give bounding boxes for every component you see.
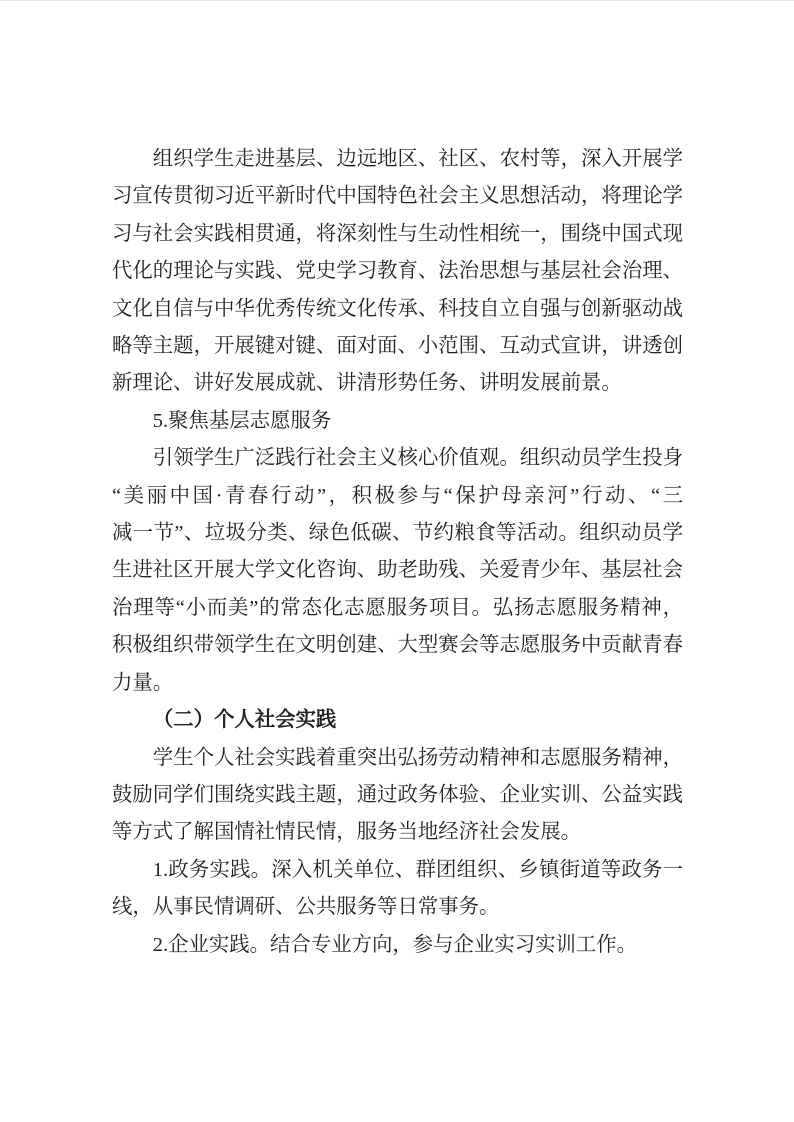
text-line: 代化的理论与实践、党史学习教育、法治思想与基层社会治理、 [112, 260, 683, 283]
text-line: 5.聚焦基层志愿服务 [152, 409, 332, 432]
text-line: 2.企业实践。结合专业方向，参与企业实习实训工作。 [152, 933, 638, 956]
text-line: 习与社会实践相贯通，将深刻性与生动性相统一，围绕中国式现 [112, 222, 683, 245]
text-line: 1.政务实践。深入机关单位、群团组织、乡镇街道等政务一 [152, 858, 683, 881]
text-line: “美丽中国·青春行动”，积极参与“保护母亲河”行动、“三 [112, 484, 683, 507]
text-line: 生进社区开展大学文化咨询、助老助残、关爱青少年、基层社会 [112, 559, 683, 582]
text-line: 组织学生走进基层、边远地区、社区、农村等，深入开展学 [152, 148, 683, 170]
section-heading-line: （二）个人社会实践 [152, 709, 337, 732]
text-line: 引领学生广泛践行社会主义核心价值观。组织动员学生投身 [152, 447, 683, 470]
text-line: 略等主题，开展键对键、面对面、小范围、互动式宣讲，讲透创 [112, 335, 683, 358]
text-line: 新理论、讲好发展成就、讲清形势任务、讲明发展前景。 [112, 372, 622, 395]
text-line: 文化自信与中华优秀传统文化传承、科技自立自强与创新驱动战 [112, 297, 683, 320]
text-line: 学生个人社会实践着重突出弘扬劳动精神和志愿服务精神， [152, 746, 683, 769]
text-line: 等方式了解国情社情民情，服务当地经济社会发展。 [112, 821, 581, 844]
page-top-edge-line [0, 0, 794, 1]
text-line: 积极组织带领学生在文明创建、大型赛会等志愿服务中贡献青春 [112, 634, 683, 657]
text-line: 力量。 [112, 671, 174, 694]
text-line: 治理等“小而美”的常态化志愿服务项目。弘扬志愿服务精神， [112, 596, 683, 619]
text-line: 鼓励同学们围绕实践主题，通过政务体验、企业实训、公益实践 [112, 783, 683, 806]
text-line: 减一节”、垃圾分类、绿色低碳、节约粮食等活动。组织动员学 [112, 522, 683, 545]
text-column [112, 141, 683, 964]
text-line: 习宣传贯彻习近平新时代中国特色社会主义思想活动，将理论学 [112, 185, 683, 208]
text-line: 线，从事民情调研、公共服务等日常事务。 [112, 896, 500, 919]
